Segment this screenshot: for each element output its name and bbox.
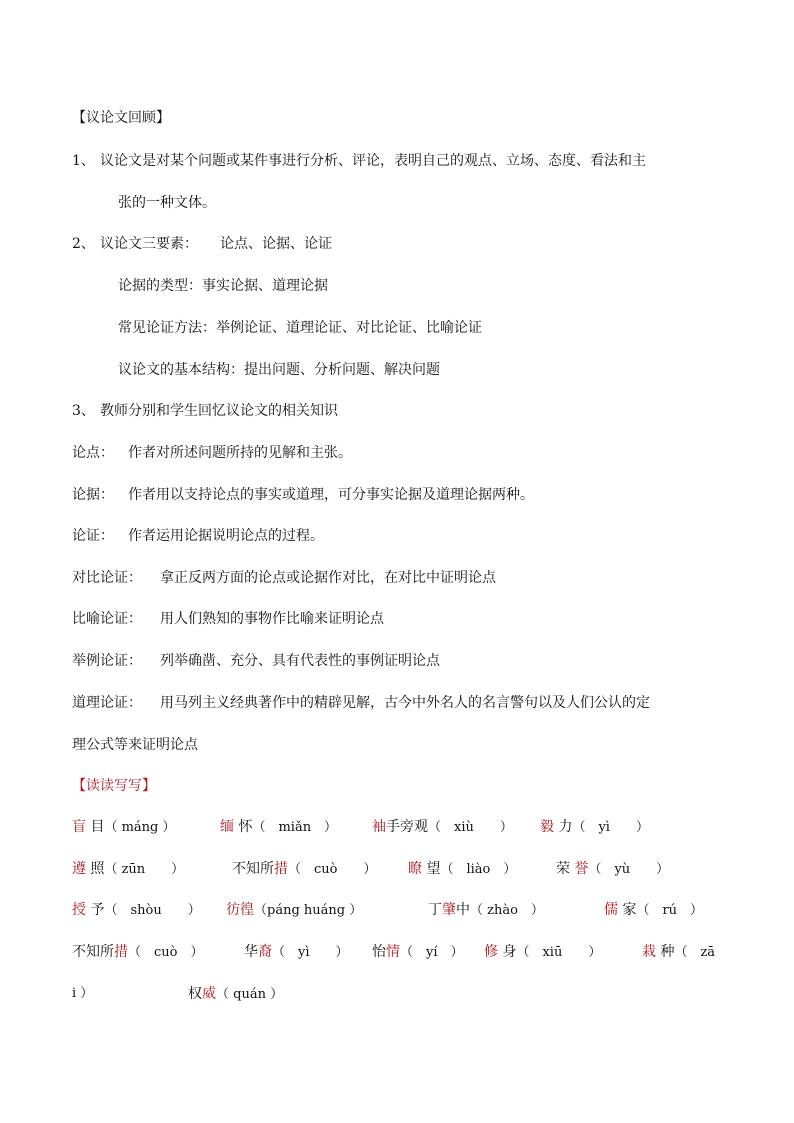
vocab-pinyin: （ miǎn ） bbox=[252, 820, 338, 835]
item-number: 3、 bbox=[72, 403, 95, 419]
definition-text: 拿正反两方面的论点或论据作对比，在对比中证明论点 bbox=[160, 570, 496, 586]
vocab-item bbox=[540, 817, 649, 838]
vocab-item bbox=[226, 900, 362, 921]
item-text-cont: 张的一种文体。 bbox=[118, 195, 216, 211]
vocab-pinyin: （ zā bbox=[674, 945, 716, 960]
definition-text: 用人们熟知的事物作比喻来证明论点 bbox=[160, 611, 384, 627]
vocab-char: 盲 bbox=[72, 819, 86, 835]
vocab-rest: 怀 bbox=[238, 819, 253, 835]
vocab-char: 肇 bbox=[442, 902, 456, 918]
vocab-item bbox=[72, 942, 203, 963]
vocab-pinyin: （ shòu ） bbox=[104, 903, 201, 918]
vocab-item bbox=[72, 859, 184, 880]
definition-text: 作者用以支持论点的事实或道理，可分事实论据及道理论据两种。 bbox=[128, 487, 534, 503]
vocab-char: 彷徨 bbox=[226, 902, 254, 918]
vocab-pre: 权 bbox=[188, 986, 202, 1002]
definition-term: 论证： bbox=[72, 528, 114, 544]
vocab-char: 裔 bbox=[258, 944, 272, 960]
vocab-pre: 不知所 bbox=[72, 944, 114, 960]
definition-term: 对比论证： bbox=[72, 570, 142, 586]
vocab-item bbox=[232, 859, 376, 880]
vocab-pinyin: （ yì ） bbox=[272, 945, 349, 960]
vocab-item bbox=[484, 942, 601, 963]
vocab-pinyin: （ zūn ） bbox=[104, 862, 185, 877]
vocab-rest: 力 bbox=[558, 819, 573, 835]
vocab-char: 情 bbox=[386, 944, 400, 960]
vocab-rest: 目 bbox=[90, 819, 105, 835]
vocab-item bbox=[244, 942, 349, 963]
vocab-pinyin: （ liào ） bbox=[440, 862, 517, 877]
vocab-item bbox=[642, 942, 715, 963]
vocab-char: 栽 bbox=[642, 944, 656, 960]
review-sub-2: 常见论证方法：举例论证、道理论证、对比论证、比喻论证 bbox=[118, 320, 482, 336]
item-text: 议论文是对某个问题或某件事进行分析、评论，表明自己的观点、立场、态度、看法和主 bbox=[100, 153, 646, 169]
vocab-item bbox=[220, 817, 337, 838]
definition-text-cont: 理公式等来证明论点 bbox=[72, 737, 198, 753]
review-sub-3: 议论文的基本结构：提出问题、分析问题、解决问题 bbox=[118, 362, 440, 378]
definition-term: 道理论证： bbox=[72, 695, 142, 711]
vocab-item bbox=[372, 942, 464, 963]
review-sub-1: 论据的类型：事实论据、道理论据 bbox=[118, 278, 328, 294]
vocab-pinyin: （ xiù ） bbox=[428, 820, 513, 835]
vocab-pinyin: （ cuò ） bbox=[128, 945, 204, 960]
vocab-pre: 荣 bbox=[556, 861, 570, 877]
vocab-char: 修 bbox=[484, 944, 498, 960]
definition-text: 作者对所述问题所持的见解和主张。 bbox=[128, 445, 352, 461]
section-heading-review: 【议论文回顾】 bbox=[72, 110, 170, 126]
vocab-pinyin: （ quán ） bbox=[216, 987, 284, 1002]
vocab-pre: 丁 bbox=[428, 902, 442, 918]
vocab-item bbox=[372, 817, 513, 838]
vocab-pinyin: （páng huáng ） bbox=[254, 903, 363, 918]
vocab-pinyin: （ yù ） bbox=[588, 862, 670, 877]
definition-term: 举例论证： bbox=[72, 653, 142, 669]
vocab-pre: 怡 bbox=[372, 944, 386, 960]
vocab-char: 誉 bbox=[574, 861, 589, 877]
item-value: 论点、论据、论证 bbox=[220, 236, 332, 252]
vocab-char: 袖 bbox=[372, 819, 386, 835]
definition-text: 作者运用论据说明论点的过程。 bbox=[128, 528, 324, 544]
item-number: 2、 bbox=[72, 236, 95, 252]
vocab-char: 授 bbox=[72, 902, 86, 918]
reading-heading: 【读读写写】 bbox=[72, 778, 156, 794]
vocab-pinyin: （ cuò ） bbox=[288, 862, 377, 877]
vocab-pinyin: （ yí ） bbox=[400, 945, 464, 960]
definition-term: 论点： bbox=[72, 445, 114, 461]
vocab-item bbox=[188, 984, 283, 1005]
vocab-item bbox=[556, 859, 669, 880]
definition-text: 用马列主义经典著作中的精辟见解，古今中外名人的名言警句以及人们公认的定 bbox=[160, 695, 650, 711]
vocab-pinyin: （ yì ） bbox=[572, 820, 649, 835]
vocab-pinyin: （ xiū ） bbox=[516, 945, 602, 960]
vocab-rest: 照 bbox=[90, 861, 105, 877]
vocab-pre: 不知所 bbox=[232, 861, 274, 877]
vocab-rest: 中 bbox=[456, 902, 470, 918]
vocab-item bbox=[428, 900, 544, 921]
vocab-char: 威 bbox=[202, 986, 216, 1002]
vocab-char: 措 bbox=[274, 861, 288, 877]
vocab-char: 缅 bbox=[220, 819, 234, 835]
definition-term: 比喻论证： bbox=[72, 611, 142, 627]
vocab-pinyin: （ rú ） bbox=[636, 903, 704, 918]
vocab-rest: 予 bbox=[90, 902, 105, 918]
vocab-rest: 种 bbox=[660, 944, 675, 960]
vocab-char: 儒 bbox=[604, 902, 618, 918]
vocab-rest: 手旁观 bbox=[386, 819, 428, 835]
vocab-item bbox=[72, 817, 176, 838]
vocab-rest: 家 bbox=[622, 902, 637, 918]
vocab-char: 措 bbox=[114, 944, 128, 960]
vocab-pinyin-cont: i ） bbox=[72, 986, 94, 1001]
item-number: 1、 bbox=[72, 153, 95, 169]
vocab-pinyin: （ zhào ） bbox=[470, 903, 544, 918]
vocab-rest: 身 bbox=[502, 944, 517, 960]
vocab-rest: 望 bbox=[426, 861, 441, 877]
item-label: 议论文三要素： bbox=[100, 236, 198, 252]
definition-term: 论据： bbox=[72, 487, 114, 503]
vocab-item bbox=[72, 900, 201, 921]
vocab-item bbox=[408, 859, 516, 880]
item-text: 教师分别和学生回忆议论文的相关知识 bbox=[100, 403, 338, 419]
vocab-char: 遵 bbox=[72, 861, 86, 877]
vocab-char: 瞭 bbox=[408, 861, 422, 877]
vocab-char: 毅 bbox=[540, 819, 554, 835]
vocab-pre: 华 bbox=[244, 944, 258, 960]
vocab-item bbox=[604, 900, 703, 921]
definition-text: 列举确凿、充分、具有代表性的事例证明论点 bbox=[160, 653, 440, 669]
vocab-pinyin: （ máng ） bbox=[104, 820, 176, 835]
